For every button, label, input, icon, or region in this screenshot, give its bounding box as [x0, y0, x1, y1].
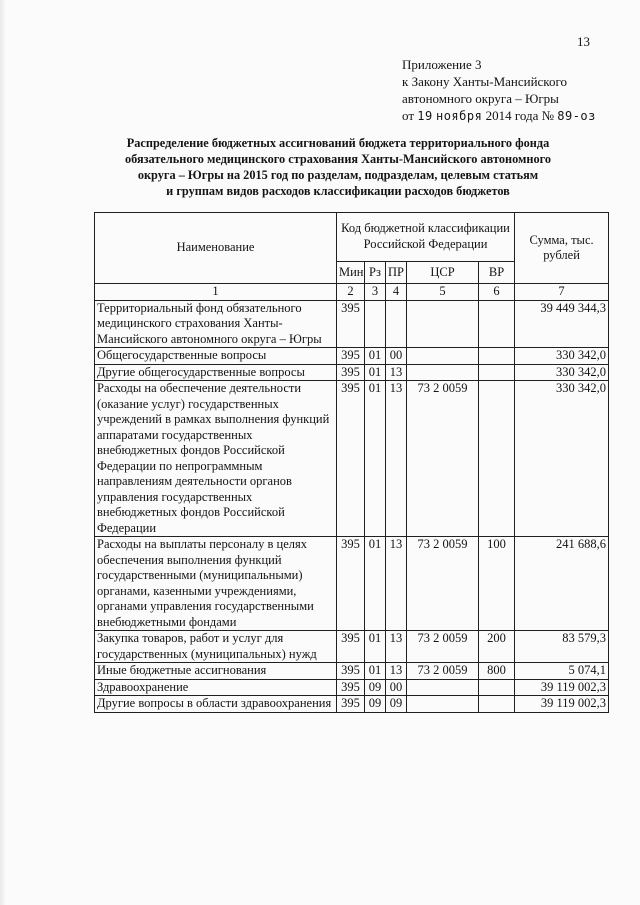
row-name-cell: Общегосударственные вопросы — [95, 348, 337, 365]
column-number: 1 — [95, 284, 337, 301]
row-min-cell: 395 — [337, 537, 365, 631]
header-sum: Сумма, тыс. рублей — [515, 213, 609, 284]
row-rz-cell: 01 — [365, 663, 386, 680]
row-csr-cell — [407, 348, 479, 365]
row-sum-cell: 330 342,0 — [515, 348, 609, 365]
row-min-cell: 395 — [337, 679, 365, 696]
row-csr-cell: 73 2 0059 — [407, 537, 479, 631]
row-sum-cell: 241 688,6 — [515, 537, 609, 631]
date-day: 19 — [417, 109, 433, 123]
row-sum-cell: 83 579,3 — [515, 631, 609, 663]
header-min: Мин — [337, 261, 365, 283]
page-number: 13 — [577, 34, 590, 49]
appendix-line-3: автономного округа – Югры — [402, 91, 559, 106]
row-vr-cell — [479, 364, 515, 381]
row-vr-cell — [479, 381, 515, 537]
title-line-1: Распределение бюджетных ассигнований бюджета территориального фонда — [126, 136, 550, 150]
row-sum-cell: 39 119 002,3 — [515, 679, 609, 696]
row-rz-cell: 01 — [365, 537, 386, 631]
column-number: 3 — [365, 284, 386, 301]
table-row — [95, 663, 609, 680]
header-name: Наименование — [95, 213, 337, 284]
row-pr-cell: 13 — [386, 631, 407, 663]
row-rz-cell: 09 — [365, 679, 386, 696]
row-name-cell: Расходы на выплаты персоналу в целях обеспечения выполнения функций государственными (муниципальными) органами, казенными учреждениями, органами управления государственными внебюджетными фондами — [95, 537, 337, 631]
row-rz-cell: 01 — [365, 364, 386, 381]
row-name-cell: Иные бюджетные ассигнования — [95, 663, 337, 680]
row-csr-cell — [407, 696, 479, 713]
table-row — [95, 348, 609, 365]
row-vr-cell — [479, 679, 515, 696]
row-csr-cell: 73 2 0059 — [407, 663, 479, 680]
row-pr-cell: 00 — [386, 679, 407, 696]
table-row — [95, 300, 609, 348]
row-rz-cell: 01 — [365, 381, 386, 537]
table-body — [95, 284, 609, 713]
column-number: 2 — [337, 284, 365, 301]
row-pr-cell: 13 — [386, 537, 407, 631]
row-csr-cell: 73 2 0059 — [407, 381, 479, 537]
column-number: 4 — [386, 284, 407, 301]
appendix-date-line — [402, 107, 638, 125]
header-vr: ВР — [479, 261, 515, 283]
row-min-cell: 395 — [337, 631, 365, 663]
column-number: 7 — [515, 284, 609, 301]
row-csr-cell — [407, 364, 479, 381]
row-pr-cell: 09 — [386, 696, 407, 713]
column-number-row — [95, 284, 609, 301]
row-rz-cell: 01 — [365, 631, 386, 663]
row-sum-cell: 5 074,1 — [515, 663, 609, 680]
title-line-2: обязательного медицинского страхования Ханты-Мансийского автономного — [124, 152, 552, 166]
table-row — [95, 537, 609, 631]
row-rz-cell: 09 — [365, 696, 386, 713]
date-prefix: от — [402, 108, 415, 123]
row-name-cell: Другие вопросы в области здравоохранения — [95, 696, 337, 713]
row-csr-cell: 73 2 0059 — [407, 631, 479, 663]
row-name-cell: Закупка товаров, работ и услуг для государственных (муниципальных) нужд — [95, 631, 337, 663]
row-min-cell: 395 — [337, 381, 365, 537]
header-csr: ЦСР — [407, 261, 479, 283]
header-code-group: Код бюджетной классификации Российской Федерации — [337, 213, 515, 262]
scan-edge-shadow — [0, 0, 6, 905]
row-sum-cell: 330 342,0 — [515, 364, 609, 381]
row-name-cell: Территориальный фонд обязательного медицинского страхования Ханты-Мансийского автономного округа – Югры — [95, 300, 337, 348]
title-line-3: округа – Югры на 2015 год по разделам, подразделам, целевым статьям — [137, 168, 539, 182]
row-rz-cell — [365, 300, 386, 348]
row-name-cell: Здравоохранение — [95, 679, 337, 696]
column-number: 6 — [479, 284, 515, 301]
row-pr-cell — [386, 300, 407, 348]
header-pr: ПР — [386, 261, 407, 283]
table-row — [95, 381, 609, 537]
row-csr-cell — [407, 300, 479, 348]
date-year: 2014 года № — [485, 108, 554, 123]
row-sum-cell: 39 449 344,3 — [515, 300, 609, 348]
row-name-cell: Другие общегосударственные вопросы — [95, 364, 337, 381]
appendix-line-2: к Закону Ханты-Мансийского — [402, 74, 567, 89]
budget-table — [94, 212, 609, 713]
row-sum-cell: 39 119 002,3 — [515, 696, 609, 713]
appendix-line-1: Приложение 3 — [402, 57, 482, 72]
law-number: 89-оз — [557, 109, 596, 123]
row-min-cell: 395 — [337, 696, 365, 713]
row-vr-cell — [479, 348, 515, 365]
header-rz: Рз — [365, 261, 386, 283]
title-line-4: и группам видов расходов классификации расходов бюджетов — [166, 184, 510, 198]
document-title — [98, 135, 578, 199]
table-row — [95, 679, 609, 696]
row-min-cell: 395 — [337, 663, 365, 680]
row-pr-cell: 13 — [386, 364, 407, 381]
row-vr-cell: 200 — [479, 631, 515, 663]
row-vr-cell: 100 — [479, 537, 515, 631]
column-number: 5 — [407, 284, 479, 301]
table-row — [95, 696, 609, 713]
row-name-cell: Расходы на обеспечение деятельности (оказание услуг) государственных учреждений в рамках выполнения функций аппаратами государственных внебюджетных фондов Российской Федерации по непрограммным направлениям деятельности органов управления государственных внебюджетных фондов Российской Федерации — [95, 381, 337, 537]
row-vr-cell: 800 — [479, 663, 515, 680]
table-row — [95, 631, 609, 663]
row-vr-cell — [479, 300, 515, 348]
row-min-cell: 395 — [337, 300, 365, 348]
row-pr-cell: 13 — [386, 381, 407, 537]
row-vr-cell — [479, 696, 515, 713]
row-pr-cell: 00 — [386, 348, 407, 365]
row-pr-cell: 13 — [386, 663, 407, 680]
row-csr-cell — [407, 679, 479, 696]
row-rz-cell: 01 — [365, 348, 386, 365]
date-month: ноября — [435, 109, 483, 123]
table-row — [95, 364, 609, 381]
row-sum-cell: 330 342,0 — [515, 381, 609, 537]
appendix-block — [402, 56, 638, 125]
row-min-cell: 395 — [337, 348, 365, 365]
row-min-cell: 395 — [337, 364, 365, 381]
